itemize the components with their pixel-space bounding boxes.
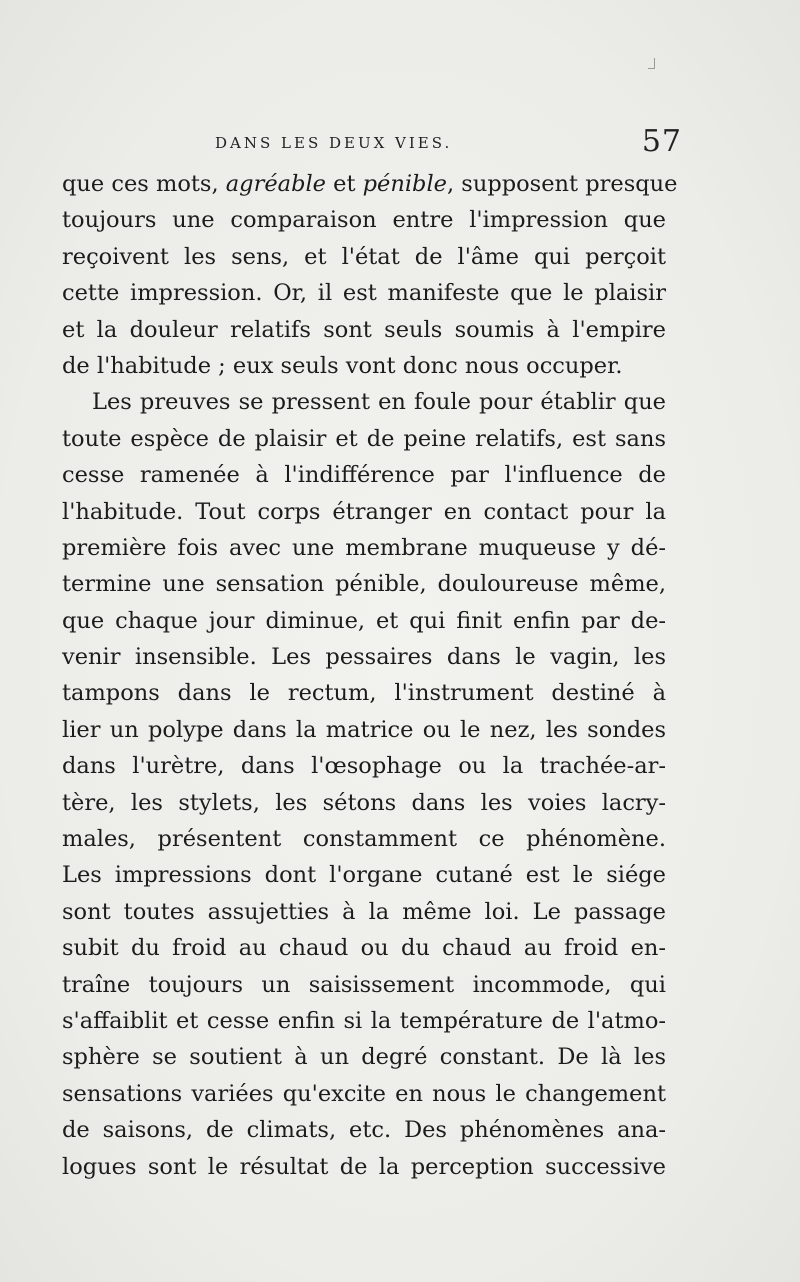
text-line: sphère se soutient à un degré constant. De là les: [62, 1044, 666, 1071]
text-line: cette impression. Or, il est manifeste que le plaisir: [62, 280, 666, 307]
text-line: l'habitude. Tout corps étranger en contact pour la: [62, 498, 666, 525]
text-line: tampons dans le rectum, l'instrument destiné à: [62, 680, 666, 707]
text-line: Les preuves se pressent en foule pour établir que: [92, 389, 666, 416]
text-line: et la douleur relatifs sont seuls soumis à l'empire: [62, 316, 666, 343]
running-head: [60, 124, 688, 164]
text-line: venir insensible. Les pessaires dans le vagin, les: [62, 644, 666, 671]
text-line: toujours une comparaison entre l'impression que: [62, 207, 666, 234]
text-line: Les impressions dont l'organe cutané est le siége: [62, 862, 666, 889]
corner-mark: [648, 58, 655, 69]
page-number: 57: [641, 124, 682, 159]
body-text: [62, 166, 678, 1185]
text-line: reçoivent les sens, et l'état de l'âme qui perçoit: [62, 243, 666, 270]
text-line: termine une sensation pénible, douloureuse même,: [62, 571, 666, 598]
text-line: sensations variées qu'excite en nous le changement: [62, 1080, 666, 1107]
text-line: males, présentent constamment ce phénomène.: [62, 826, 666, 853]
text-line: première fois avec une membrane muqueuse y dé-: [62, 534, 666, 561]
text-line: de l'habitude ; eux seuls vont donc nous occuper.: [62, 352, 623, 379]
text-line: toute espèce de plaisir et de peine relatifs, est sans: [62, 425, 666, 452]
text-line: tère, les stylets, les sétons dans les voies lacry-: [62, 789, 666, 816]
text-line: s'affaiblit et cesse enfin si la température de l'atmo-: [62, 1007, 666, 1034]
text-line: que ces mots, agréable et pénible, supposent presque: [62, 171, 678, 197]
text-line: traîne toujours un saisissement incommode, qui: [62, 971, 666, 998]
text-line: cesse ramenée à l'indifférence par l'influence de: [62, 462, 666, 489]
text-line: lier un polype dans la matrice ou le nez, les sondes: [62, 716, 666, 743]
text-line: sont toutes assujetties à la même loi. Le passage: [62, 898, 666, 925]
text-line: logues sont le résultat de la perception successive: [62, 1153, 666, 1180]
text-line: que chaque jour diminue, et qui finit enfin par de-: [62, 607, 666, 634]
text-line: de saisons, de climats, etc. Des phénomènes ana-: [62, 1117, 666, 1144]
text-line: subit du froid au chaud ou du chaud au froid en-: [62, 935, 666, 962]
running-title: DANS LES DEUX VIES.: [215, 134, 453, 152]
text-line: dans l'urètre, dans l'œsophage ou la trachée-ar-: [62, 753, 666, 780]
